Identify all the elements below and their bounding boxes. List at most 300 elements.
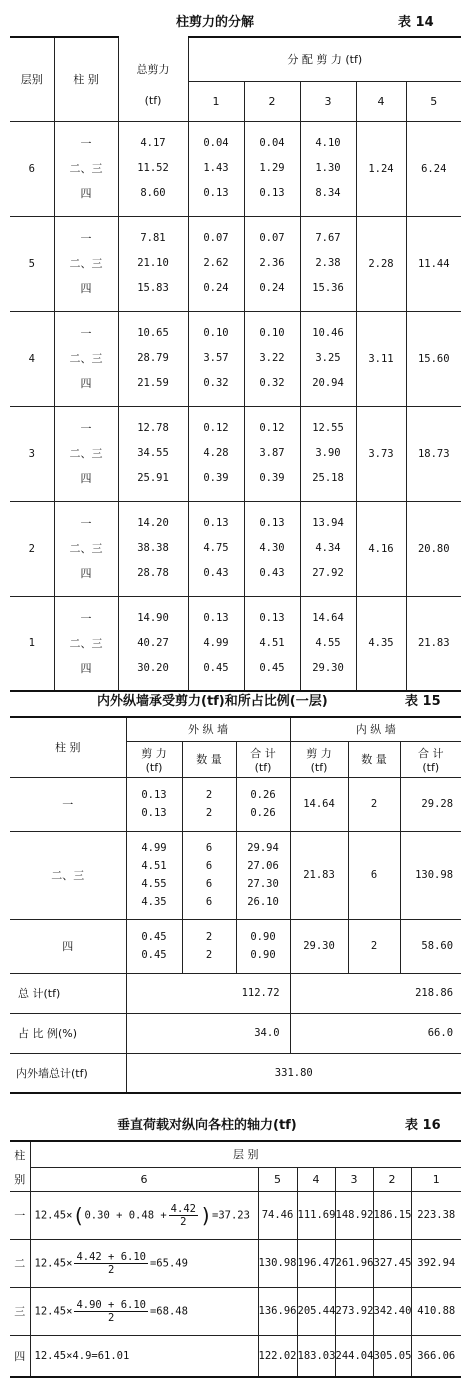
header-layer: 层 别: [30, 1141, 461, 1167]
shear-col-2-value: 2.36: [259, 257, 285, 269]
shear-col-3: [300, 596, 356, 691]
fraction-denominator: 2: [108, 1311, 115, 1324]
shear-col-5: 21.83: [406, 596, 461, 691]
axial-force-formula: [30, 1191, 258, 1239]
outer-sum-unit: (tf): [254, 760, 272, 774]
column-label: 一: [80, 422, 92, 435]
column-label: 四: [80, 567, 92, 580]
shear-col-4: 4.35: [356, 596, 406, 691]
table16-row: [10, 1335, 461, 1377]
inner-sum-unit: (tf): [422, 760, 440, 774]
column-label: 一: [10, 1191, 30, 1239]
header-outer-shear: [126, 741, 182, 777]
shear-col-2-value: 0.12: [259, 422, 285, 434]
formula-result: =37.23: [212, 1209, 250, 1221]
table16-number: 表 16: [405, 1118, 441, 1133]
table14-title: 柱剪力的分解: [176, 15, 255, 30]
layer-label: 5: [10, 216, 54, 311]
axial-force-layer-3: 244.04: [335, 1335, 373, 1377]
shear-col-1-value: 4.75: [203, 542, 229, 554]
total-shear-value: 34.55: [137, 447, 169, 459]
header-layer-3: 3: [335, 1167, 373, 1191]
fraction-denominator: 2: [180, 1215, 187, 1228]
outer-shear: [126, 777, 182, 831]
header-outer-sum: [236, 741, 290, 777]
shear-col-3-value: 13.94: [312, 517, 344, 529]
axial-force-formula: [30, 1287, 258, 1335]
axial-force-layer-1: 392.94: [411, 1239, 461, 1287]
table16-title: 垂直荷载对纵向各柱的轴力(tf): [117, 1118, 297, 1133]
shear-col-2: [244, 216, 300, 311]
outer-shear-value: 4.51: [141, 860, 167, 872]
column-label: 三: [10, 1287, 30, 1335]
outer-shear-unit: (tf): [145, 760, 163, 774]
header-layer-4: 4: [297, 1167, 335, 1191]
header-inner-sum: [400, 741, 461, 777]
outer-count-value: 6: [205, 896, 213, 908]
column-label: 四: [80, 187, 92, 200]
left-paren: (: [72, 1203, 85, 1227]
fraction-numerator: 4.90 + 6.10: [76, 1298, 146, 1311]
table15-title: 内外纵墙承受剪力(tf)和所占比例(一层): [97, 694, 328, 709]
shear-col-1-value: 0.12: [203, 422, 229, 434]
column-labels: [54, 501, 118, 596]
shear-col-1-value: 0.07: [203, 232, 229, 244]
column-label: 二、三: [69, 447, 103, 460]
fraction-numerator: 4.42: [170, 1202, 196, 1215]
header-layer-2: 2: [373, 1167, 411, 1191]
total-label: 总 计(tf): [10, 973, 126, 1013]
column-label: 一: [80, 232, 92, 245]
axial-force-formula: [30, 1239, 258, 1287]
inner-shear-label: 剪 力: [306, 746, 332, 760]
shear-col-2-value: 0.39: [259, 472, 285, 484]
inner-sum: 130.98: [400, 831, 461, 919]
outer-count-value: 6: [205, 860, 213, 872]
formula-result: =65.49: [149, 1257, 188, 1269]
axial-force-layer-5: 130.98: [258, 1239, 297, 1287]
total-inner: 218.86: [290, 973, 461, 1013]
table15-total-row: [10, 973, 461, 1013]
axial-force-layer-1: 366.06: [411, 1335, 461, 1377]
outer-shear-value: 0.45: [141, 949, 167, 961]
shear-col-1-value: 0.43: [203, 567, 229, 579]
formula-prefix: 12.45×: [34, 1257, 73, 1269]
inner-shear: 21.83: [290, 831, 348, 919]
outer-shear: [126, 919, 182, 973]
header-distributed-shear: 分 配 剪 力 (tf): [188, 37, 461, 81]
layer-label: 6: [10, 121, 54, 216]
shear-col-1: [188, 596, 244, 691]
total-shear-value: 28.79: [137, 352, 169, 364]
total-shear-value: 14.20: [137, 517, 169, 529]
shear-col-2-value: 0.07: [259, 232, 285, 244]
shear-col-1-value: 0.04: [203, 137, 229, 149]
right-paren: ): [199, 1203, 213, 1227]
shear-col-2-value: 4.51: [259, 636, 285, 649]
shear-col-4: 4.16: [356, 501, 406, 596]
formula-prefix: 12.45×: [34, 1209, 73, 1221]
table15: [10, 716, 461, 1094]
total-shear: [118, 216, 188, 311]
shear-col-1: [188, 311, 244, 406]
header-column: 柱 别: [10, 717, 126, 777]
column-label: 二、三: [69, 257, 103, 270]
total-shear: [118, 406, 188, 501]
outer-sum-label: 合 计: [250, 746, 276, 760]
shear-col-2-value: 0.43: [259, 567, 285, 579]
shear-col-1-value: 0.13: [203, 517, 229, 529]
fraction-numerator: 4.42 + 6.10: [76, 1250, 146, 1263]
outer-sum: [236, 831, 290, 919]
outer-sum: [236, 919, 290, 973]
column-label: 四: [10, 1335, 30, 1377]
shear-col-1-value: 0.39: [203, 472, 229, 484]
shear-col-5: 6.24: [406, 121, 461, 216]
fraction-denominator: 2: [108, 1263, 115, 1276]
inner-count: 6: [348, 831, 400, 919]
total-shear: [118, 311, 188, 406]
table15-row: [10, 919, 461, 973]
axial-force-layer-1: 410.88: [411, 1287, 461, 1335]
table14-layer-group: [10, 121, 461, 216]
column-label: 二、三: [69, 352, 103, 365]
column-label: 一: [80, 327, 92, 340]
total-outer: 112.72: [126, 973, 290, 1013]
layer-label: 2: [10, 501, 54, 596]
outer-count-value: 6: [205, 878, 213, 890]
total-shear-value: 30.20: [137, 661, 169, 674]
table14-layer-group: [10, 216, 461, 311]
header-total-shear: 总剪力: [118, 37, 188, 81]
inner-sum: 29.28: [400, 777, 461, 831]
shear-col-1-value: 0.24: [203, 282, 229, 294]
shear-col-3: [300, 406, 356, 501]
shear-col-3: [300, 311, 356, 406]
outer-sum: [236, 777, 290, 831]
column-label: 二、三: [69, 162, 103, 175]
shear-col-2-value: 3.87: [259, 447, 285, 459]
header-col-4: 4: [356, 81, 406, 121]
layer-label: 4: [10, 311, 54, 406]
table16: [10, 1140, 461, 1378]
column-label: 二、三: [10, 831, 126, 919]
column-label: 四: [80, 472, 92, 485]
outer-shear-value: 0.45: [141, 931, 167, 943]
shear-col-4: 1.24: [356, 121, 406, 216]
shear-col-5: 20.80: [406, 501, 461, 596]
shear-col-1-value: 0.13: [203, 187, 229, 199]
shear-col-1-value: 4.28: [203, 447, 229, 459]
inner-shear: 14.64: [290, 777, 348, 831]
shear-col-3-value: 7.67: [315, 232, 341, 244]
outer-shear-label: 剪 力: [141, 746, 167, 760]
header-layer-6: 6: [30, 1167, 258, 1191]
shear-col-1: [188, 216, 244, 311]
fraction: [74, 1251, 148, 1276]
ratio-outer: 34.0: [126, 1013, 290, 1053]
table16-row: [10, 1191, 461, 1239]
outer-count-value: 2: [205, 949, 213, 961]
inner-shear: 29.30: [290, 919, 348, 973]
axial-force-layer-4: 111.69: [297, 1191, 335, 1239]
axial-force-layer-1: 223.38: [411, 1191, 461, 1239]
shear-col-3: [300, 121, 356, 216]
shear-col-5: 15.60: [406, 311, 461, 406]
outer-sum-value: 26.10: [247, 896, 279, 908]
outer-sum-value: 27.30: [247, 878, 279, 890]
table14-layer-group: [10, 501, 461, 596]
inner-sum-label: 合 计: [418, 746, 444, 760]
total-shear: [118, 121, 188, 216]
header-col-1: 1: [188, 81, 244, 121]
header-col-2: 2: [244, 81, 300, 121]
table15-row: [10, 831, 461, 919]
table15-number: 表 15: [405, 694, 441, 709]
total-shear: [118, 501, 188, 596]
outer-count-value: 2: [205, 789, 213, 801]
shear-col-2: [244, 311, 300, 406]
shear-col-5: 18.73: [406, 406, 461, 501]
shear-col-3-value: 10.46: [312, 327, 344, 339]
axial-force-layer-2: 305.05: [373, 1335, 411, 1377]
table15-ratio-row: [10, 1013, 461, 1053]
total-shear-value: 28.78: [137, 567, 169, 579]
shear-col-3-value: 14.64: [312, 611, 344, 624]
column-label: 四: [80, 377, 92, 390]
axial-force-layer-3: 261.96: [335, 1239, 373, 1287]
inner-count: 2: [348, 777, 400, 831]
table16-row: [10, 1239, 461, 1287]
shear-col-2-value: 1.29: [259, 162, 285, 174]
shear-col-3-value: 1.30: [315, 162, 341, 174]
fraction: [74, 1299, 148, 1324]
total-shear-value: 38.38: [137, 542, 169, 554]
ratio-inner: 66.0: [290, 1013, 461, 1053]
shear-col-3: [300, 501, 356, 596]
total-shear-value: 8.60: [140, 187, 166, 199]
header-column: 柱 别: [54, 37, 118, 121]
axial-force-layer-2: 342.40: [373, 1287, 411, 1335]
total-shear-value: 4.17: [140, 137, 166, 149]
table16-header-row-2: [10, 1167, 461, 1191]
column-label: 一: [10, 777, 126, 831]
shear-col-2-value: 0.24: [259, 282, 285, 294]
total-shear-value: 40.27: [137, 636, 169, 649]
shear-col-2-value: 0.32: [259, 377, 285, 389]
outer-sum-value: 0.26: [250, 807, 276, 819]
grand-total: 331.80: [126, 1053, 461, 1093]
outer-shear-value: 4.55: [141, 878, 167, 890]
shear-col-2-value: 0.45: [259, 661, 285, 674]
inner-sum: 58.60: [400, 919, 461, 973]
header-inner-wall: 内 纵 墙: [290, 717, 461, 741]
total-shear-value: 21.59: [137, 377, 169, 389]
shear-col-3-value: 27.92: [312, 567, 344, 579]
axial-force-layer-2: 186.15: [373, 1191, 411, 1239]
formula-prefix: 12.45×: [34, 1305, 73, 1317]
column-label: 四: [10, 919, 126, 973]
shear-col-4: 3.11: [356, 311, 406, 406]
grand-label: 内外墙总计(tf): [10, 1053, 126, 1093]
shear-col-2: [244, 596, 300, 691]
column-label: 四: [80, 661, 92, 675]
table14-number: 表 14: [398, 15, 434, 30]
axial-force-layer-4: 196.47: [297, 1239, 335, 1287]
shear-col-1-value: 0.10: [203, 327, 229, 339]
outer-sum-value: 0.90: [250, 949, 276, 961]
header-col-3: 3: [300, 81, 356, 121]
total-shear-value: 14.90: [137, 611, 169, 624]
outer-sum-value: 0.90: [250, 931, 276, 943]
outer-count: [182, 919, 236, 973]
header-total-unit: (tf): [118, 81, 188, 121]
header-column-b: 别: [10, 1167, 30, 1191]
shear-col-2-value: 4.30: [259, 542, 285, 554]
shear-col-3-value: 4.34: [315, 542, 341, 554]
shear-col-3-value: 4.55: [315, 636, 341, 649]
layer-label: 3: [10, 406, 54, 501]
shear-col-3-value: 3.90: [315, 447, 341, 459]
header-inner-shear: [290, 741, 348, 777]
axial-force-layer-5: 136.96: [258, 1287, 297, 1335]
total-shear-value: 10.65: [137, 327, 169, 339]
total-shear-value: 7.81: [140, 232, 166, 244]
formula-middle: 0.30 + 0.48 +: [84, 1209, 167, 1221]
shear-col-2-value: 0.04: [259, 137, 285, 149]
axial-force-layer-4: 183.03: [297, 1335, 335, 1377]
shear-col-4: 3.73: [356, 406, 406, 501]
inner-count: 2: [348, 919, 400, 973]
table16-header-row-1: [10, 1141, 461, 1167]
shear-col-3-value: 8.34: [315, 187, 341, 199]
header-outer-count: 数 量: [182, 741, 236, 777]
column-label: 一: [80, 137, 92, 150]
header-col-5: 5: [406, 81, 461, 121]
column-label: 二、三: [69, 636, 103, 650]
shear-col-1-value: 1.43: [203, 162, 229, 174]
header-layer: 层别: [10, 37, 54, 121]
shear-col-1-value: 0.45: [203, 661, 229, 674]
shear-col-1-value: 2.62: [203, 257, 229, 269]
shear-col-2: [244, 406, 300, 501]
shear-col-2: [244, 121, 300, 216]
axial-force-layer-3: 273.92: [335, 1287, 373, 1335]
formula-text: 12.45×4.9=61.01: [34, 1349, 130, 1362]
shear-col-3-value: 3.25: [315, 352, 341, 364]
total-shear: [118, 596, 188, 691]
header-layer-5: 5: [258, 1167, 297, 1191]
column-labels: [54, 216, 118, 311]
outer-count: [182, 777, 236, 831]
shear-col-2: [244, 501, 300, 596]
column-labels: [54, 406, 118, 501]
shear-col-3-value: 2.38: [315, 257, 341, 269]
outer-shear: [126, 831, 182, 919]
shear-col-1-value: 3.57: [203, 352, 229, 364]
outer-count-value: 6: [205, 842, 213, 854]
outer-count-value: 2: [205, 807, 213, 819]
axial-force-layer-4: 205.44: [297, 1287, 335, 1335]
shear-col-1: [188, 121, 244, 216]
table15-grand-row: [10, 1053, 461, 1093]
formula-result: =68.48: [149, 1305, 188, 1317]
total-shear-value: 21.10: [137, 257, 169, 269]
header-column-a: 柱: [10, 1141, 30, 1167]
shear-col-3-value: 12.55: [312, 422, 344, 434]
outer-shear-value: 0.13: [141, 789, 167, 801]
table14-layer-group: [10, 596, 461, 691]
shear-col-2-value: 0.13: [259, 187, 285, 199]
total-shear-value: 11.52: [137, 162, 169, 174]
outer-sum-value: 0.26: [250, 789, 276, 801]
table14-layer-group: [10, 406, 461, 501]
total-shear-value: 25.91: [137, 472, 169, 484]
shear-col-3-value: 15.36: [312, 282, 344, 294]
total-shear-value: 12.78: [137, 422, 169, 434]
shear-col-2-value: 3.22: [259, 352, 285, 364]
column-label: 一: [80, 517, 92, 530]
outer-shear-value: 4.35: [141, 896, 167, 908]
shear-col-3-value: 20.94: [312, 377, 344, 389]
header-inner-count: 数 量: [348, 741, 400, 777]
outer-shear-value: 4.99: [141, 842, 167, 854]
table14-layer-group: [10, 311, 461, 406]
axial-force-layer-2: 327.45: [373, 1239, 411, 1287]
total-shear-value: 15.83: [137, 282, 169, 294]
shear-col-3-value: 25.18: [312, 472, 344, 484]
table14: [10, 36, 461, 692]
axial-force-layer-3: 148.92: [335, 1191, 373, 1239]
shear-col-1-value: 0.32: [203, 377, 229, 389]
table15-header-row-1: [10, 717, 461, 741]
table14-header-row-1: [10, 37, 461, 81]
fraction: [169, 1203, 198, 1228]
outer-shear-value: 0.13: [141, 807, 167, 819]
axial-force-layer-5: 122.02: [258, 1335, 297, 1377]
column-labels: [54, 311, 118, 406]
inner-shear-unit: (tf): [310, 760, 328, 774]
shear-col-1-value: 0.13: [203, 611, 229, 624]
shear-col-3: [300, 216, 356, 311]
outer-sum-value: 29.94: [247, 842, 279, 854]
column-label: 一: [80, 611, 92, 625]
column-label: 二: [10, 1239, 30, 1287]
shear-col-2-value: 0.10: [259, 327, 285, 339]
shear-col-3-value: 4.10: [315, 137, 341, 149]
shear-col-1: [188, 406, 244, 501]
shear-col-1-value: 4.99: [203, 636, 229, 649]
header-outer-wall: 外 纵 墙: [126, 717, 290, 741]
shear-col-2-value: 0.13: [259, 611, 285, 624]
column-labels: [54, 596, 118, 691]
axial-force-formula: [30, 1335, 258, 1377]
shear-col-1: [188, 501, 244, 596]
outer-count: [182, 831, 236, 919]
column-label: 四: [80, 282, 92, 295]
shear-col-5: 11.44: [406, 216, 461, 311]
shear-col-3-value: 29.30: [312, 661, 344, 674]
header-layer-1: 1: [411, 1167, 461, 1191]
outer-count-value: 2: [205, 931, 213, 943]
column-labels: [54, 121, 118, 216]
column-label: 二、三: [69, 542, 103, 555]
table15-row: [10, 777, 461, 831]
ratio-label: 占 比 例(%): [10, 1013, 126, 1053]
shear-col-4: 2.28: [356, 216, 406, 311]
outer-sum-value: 27.06: [247, 860, 279, 872]
shear-col-2-value: 0.13: [259, 517, 285, 529]
